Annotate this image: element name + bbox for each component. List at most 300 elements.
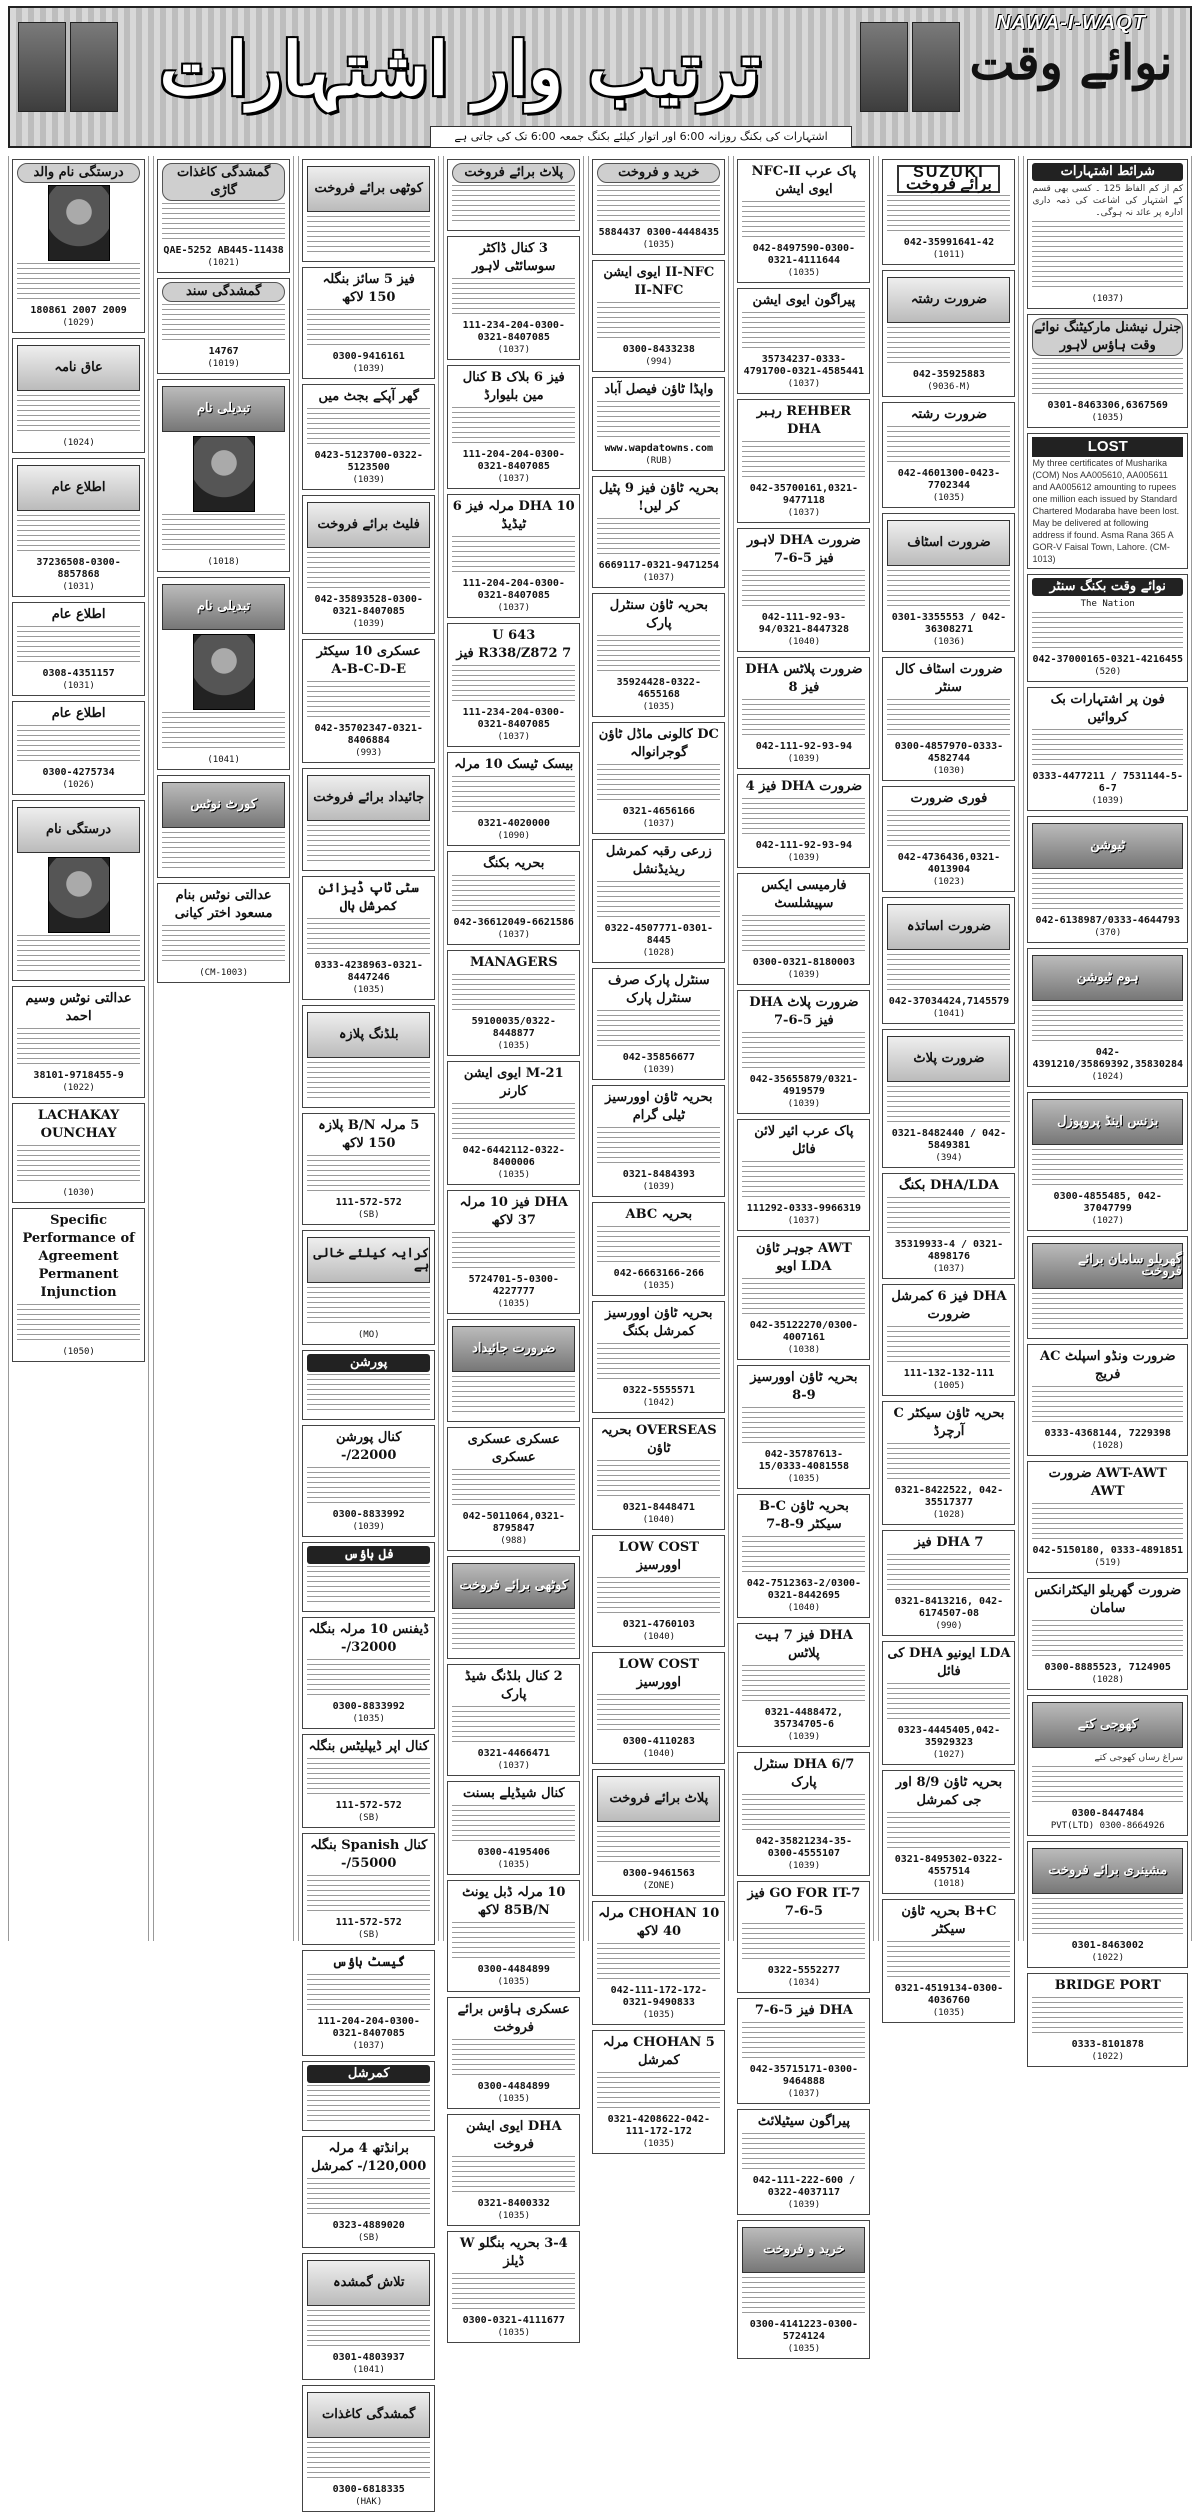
classified-ad [737, 288, 870, 394]
ad-phone-number: 042-35715171-0300-9464888 [749, 2064, 859, 2087]
ad-phone-number: 0322-5555571 [622, 1385, 695, 1396]
ad-phone-number: 0333-4477211 / 7531144-5-6-7 [1032, 771, 1183, 794]
ad-text-lines [887, 327, 1010, 367]
ad-heading: بحریہ ٹاؤن اوورسیز کمرشل بکنگ [605, 1306, 713, 1339]
classified-ad [737, 1623, 870, 1747]
ad-banner-heading: عاق نامہ [17, 345, 140, 391]
ad-phone-number: 59100035/0322-8448877 [471, 1016, 556, 1039]
classified-ad [737, 1119, 870, 1231]
ad-phone-number: 042-4391210/35869392,35830284 [1032, 1047, 1183, 1070]
ad-reference-code: (1023) [932, 877, 966, 887]
ad-text-lines [887, 810, 1010, 850]
ad-text-lines [742, 2277, 865, 2317]
ad-reference-code: PVT(LTD) 0300-8664926 [1050, 1821, 1165, 1831]
classified-ad [592, 968, 725, 1080]
ad-banner-heading: ضرورت پلاٹ [887, 1036, 1010, 1082]
ad-heading: پورشن [307, 1354, 430, 1372]
ad-text-lines [307, 1374, 430, 1414]
ad-phone-number: 0333-4368144, 7229398 [1044, 1428, 1171, 1439]
classified-ad [1027, 1461, 1188, 1573]
ad-text-lines [597, 1694, 720, 1734]
ad-text-lines [307, 2442, 430, 2482]
classified-ad [302, 768, 435, 871]
ad-heading: ڈیفنس 10 مرلہ بنگلہ 32000/- [308, 1622, 429, 1655]
ad-phone-number: 0300-4484899 [477, 2081, 550, 2092]
ad-banner-heading: مشینری برائے فروخت [1032, 1848, 1183, 1894]
ad-text-lines [597, 1577, 720, 1617]
ad-banner-heading: خرید و فروخت [742, 2227, 865, 2273]
ad-phone-number: 0321-4519134-0300-4036760 [894, 1983, 1004, 2006]
masthead-photo [912, 22, 960, 112]
ad-reference-code: (1041) [207, 755, 240, 765]
classified-ad [12, 1208, 145, 1362]
ad-heading: BRIDGE PORT [1054, 1978, 1161, 1993]
ad-text-lines [1032, 1386, 1183, 1426]
ad-banner-heading: ضرورت جائیداد [452, 1326, 575, 1372]
newspaper-page [8, 6, 1192, 2507]
ad-banner-heading: جائیداد برائے فروخت [307, 775, 430, 821]
ad-text-lines [742, 570, 865, 610]
ad-heading: واپڈا ٹاؤن فیصل آباد [604, 382, 714, 397]
ad-heading: CHOHAN 5 مرلہ کمرشل [602, 2035, 715, 2068]
ad-reference-code: (1037) [497, 1761, 531, 1771]
ad-text-lines [452, 536, 575, 576]
ad-reference-code: (9036-M) [927, 382, 971, 392]
classified-ad [302, 2136, 435, 2248]
ad-phone-number: 0321-4656166 [622, 806, 695, 817]
ad-text-lines [307, 216, 430, 256]
ad-heading: بحریہ ٹاؤن اوورسیز ٹیلی گرام [605, 1090, 713, 1123]
ad-banner-heading: درستگی نام [17, 807, 140, 853]
classified-ad [882, 1284, 1015, 1396]
ad-reference-code: (1038) [787, 1345, 821, 1355]
classified-ad [737, 990, 870, 1114]
ad-text-lines [1032, 1898, 1183, 1938]
classified-ad [447, 950, 580, 1056]
ad-text-lines [742, 1536, 865, 1576]
ad-reference-code: (SB) [357, 2233, 380, 2243]
ad-phone-number: 042-111-92-93-94 [755, 741, 853, 752]
ad-phone-number: 111-234-204-0300-0321-8407085 [462, 320, 565, 343]
classified-ad [12, 458, 145, 597]
ad-phone-number: 111-132-132-111 [903, 1368, 995, 1379]
ad-heading: DHA فیز 5-6-7 [754, 2003, 853, 2018]
ad-text-lines [887, 1554, 1010, 1594]
ad-reference-code: (1040) [787, 1603, 821, 1613]
ad-phone-number: 042-4601300-0423-7702344 [897, 468, 1001, 491]
ad-text-lines [17, 1304, 140, 1344]
classified-columns [8, 156, 1192, 2507]
ad-phone-number: 0300-8885523, 7124905 [1044, 1662, 1171, 1673]
classified-ad [447, 2231, 580, 2343]
ad-text-lines [742, 441, 865, 481]
classified-ad [12, 159, 145, 333]
ad-reference-code: (1035) [497, 2328, 531, 2338]
ad-phone-number: 0300-4195406 [477, 1847, 550, 1858]
ad-heading: ضرورت ونڈو اسپلٹ AC فریج [1039, 1349, 1176, 1382]
ad-banner-heading: تبدیلی نام [162, 584, 285, 630]
ad-text-lines [742, 1794, 865, 1834]
ad-reference-code: (1039) [787, 2200, 821, 2210]
ad-heading: کنال اپر ڈیپلیٹس بنگلہ [308, 1739, 429, 1754]
ad-reference-code: (1035) [497, 1170, 531, 1180]
ad-banner-heading: کرایہ کیلئے خالی ہے [307, 1237, 430, 1283]
ad-heading: گیسٹ ہاؤس [332, 1955, 406, 1970]
ad-text-lines [887, 1443, 1010, 1483]
ad-text-lines [17, 395, 140, 435]
ad-text-lines [307, 1287, 430, 1327]
classified-column [298, 156, 439, 2507]
classified-ad [157, 278, 290, 374]
ad-phone-number: 0321-4020000 [477, 818, 550, 829]
ad-banner-heading: کوٹھی برائے فروخت [452, 1563, 575, 1609]
classified-ad [157, 883, 290, 983]
ad-reference-code: (1035) [497, 1860, 531, 1870]
ad-phone-number: 111-234-204-0300-0321-8407085 [462, 707, 565, 730]
ad-banner-heading: پلاٹ برائے فروخت [597, 1776, 720, 1822]
ad-reference-code: (1035) [497, 1977, 531, 1987]
ad-text-lines [742, 1923, 865, 1963]
classified-ad [447, 2114, 580, 2226]
ad-text-lines [887, 1197, 1010, 1237]
classified-ad [447, 1319, 580, 1422]
ad-heading: U 643 R338/Z872 7 فیز [456, 628, 572, 661]
ad-heading: پاک عرب ائیر لائن فائل [754, 1124, 854, 1157]
ad-text-lines [597, 764, 720, 804]
ad-banner-heading: فلیٹ برائے فروخت [307, 502, 430, 548]
ad-reference-code: (994) [645, 357, 673, 367]
ad-reference-code: (1035) [642, 1281, 676, 1291]
ad-phone-number: 111-204-204-0300-0321-8407085 [462, 578, 565, 601]
ad-phone-number: 111-572-572 [335, 1917, 402, 1928]
ad-text-lines [452, 1103, 575, 1143]
classified-ad [302, 2061, 435, 2131]
ad-heading: II-NFC ایوی ایشن II-NFC [603, 265, 715, 298]
ad-phone-number: 0300-4110283 [622, 1736, 695, 1747]
ad-text-lines [452, 185, 575, 225]
ad-heading: کنال پورشن 22000/- [335, 1430, 402, 1463]
ad-text-lines [162, 514, 285, 554]
ad-phone-number: 6669117-0321-9471254 [598, 560, 720, 571]
classified-ad [592, 1535, 725, 1647]
ad-phone-number: 0300-4484899 [477, 1964, 550, 1975]
masthead [8, 6, 1192, 148]
ad-banner-heading: کورٹ نوٹس [162, 782, 285, 828]
ad-text-lines [887, 195, 1010, 235]
ad-text-lines [162, 203, 285, 243]
ad-text-lines [162, 712, 285, 752]
ad-phone-number: QAE-5252 AB445-11438 [163, 245, 284, 256]
ad-banner-heading: ٹیوشن [1032, 823, 1183, 869]
ad-banner-heading: ہوم ٹیوشن [1032, 955, 1183, 1001]
ad-heading: بحریہ ٹاؤن سنٹرل پارک [609, 598, 708, 631]
ad-phone-number: 0321-4488472, 35734705-6 [764, 1707, 844, 1730]
classified-ad [302, 384, 435, 490]
ad-text-lines [742, 1407, 865, 1447]
ad-heading: 3-4 بحریہ بنگلو W ڈیلز [459, 2236, 568, 2269]
classified-ad [302, 1425, 435, 1537]
ad-phone-number: 35924428-0322-4655168 [616, 677, 701, 700]
classified-ad [592, 593, 725, 717]
ad-heading: DHA 10 مرلہ فیز 6 ٹیڈیڈ [452, 499, 575, 532]
ad-heading: فل ہاؤس [307, 1546, 430, 1564]
classified-ad [592, 476, 725, 588]
ad-reference-code: (1035) [642, 240, 676, 250]
ad-phone-number: 0321-8400332 [477, 2198, 550, 2209]
ad-reference-code: (1027) [932, 1750, 966, 1760]
ad-reference-code: (1018) [932, 1879, 966, 1889]
ad-heading: عسکری ہاؤس برائے فروخت [457, 2002, 570, 2035]
ad-text-lines [307, 1155, 430, 1195]
ad-heading: بحریہ بکنگ [483, 856, 545, 871]
ad-reference-code: (1040) [642, 1749, 676, 1759]
ad-phone-number: 0300-0321-8180003 [752, 957, 856, 968]
classified-ad [882, 657, 1015, 781]
classified-ad [737, 399, 870, 523]
classified-ad [737, 657, 870, 769]
ad-heading: LDA ایونیو DHA کی فائل [887, 1646, 1011, 1679]
classified-ad [737, 1752, 870, 1876]
newspaper-logo [966, 12, 1176, 122]
masthead-photo [860, 22, 908, 112]
ad-banner-heading: بلڈنگ پلازہ [307, 1012, 430, 1058]
ad-reference-code: (RUB) [645, 456, 673, 466]
classified-ad [882, 1029, 1015, 1168]
ad-phone-number: 042-111-92-93-94 [755, 840, 853, 851]
classified-ad [302, 159, 435, 262]
ad-reference-code: (1040) [787, 637, 821, 647]
ad-phone-number: 111-572-572 [335, 1800, 402, 1811]
ad-heading: کنال شیڈیلے بسنت [462, 1786, 565, 1801]
ad-heading: پیراگون ایوی ایشن [752, 293, 856, 308]
ad-reference-code: (1035) [787, 2344, 821, 2354]
ad-phone-number: 0301-8463306,6367569 [1047, 400, 1168, 411]
classified-ad [12, 800, 145, 981]
ad-reference-code: (1031) [62, 582, 95, 592]
ad-heading: فارمیسی ایکس سپیشلسٹ [761, 878, 847, 911]
classified-ad [302, 1950, 435, 2056]
ad-phone-number: 0301-3355553 / 042-36308271 [891, 612, 1007, 635]
classified-ad [302, 2253, 435, 2380]
ad-reference-code: (1035) [932, 2008, 966, 2018]
ad-phone-number: www.wapdatowns.com [604, 443, 714, 454]
ad-reference-code: (1028) [1091, 1675, 1124, 1685]
ad-reference-code: (1037) [497, 603, 531, 613]
ad-text-lines [452, 1805, 575, 1845]
brand-english: NAWA-I-WAQT [996, 12, 1146, 34]
ad-heading: DHA 6/7 سنٹرل پارک [753, 1757, 855, 1790]
ad-text-lines [1032, 358, 1183, 398]
classified-ad [302, 495, 435, 634]
ad-phone-number: 042-5011064,0321-8795847 [462, 1511, 565, 1534]
ad-heading: DHA فیز 6 کمرشل ضرورت [891, 1289, 1007, 1322]
classified-ad [302, 267, 435, 379]
classified-column [8, 156, 149, 1941]
ad-phone-number: 0300-8447484 [1071, 1808, 1144, 1819]
ad-text-lines [742, 2133, 865, 2173]
classified-ad [882, 786, 1015, 892]
classified-ad [1027, 433, 1188, 569]
ad-text-lines [742, 699, 865, 739]
ad-text-lines [1032, 1293, 1183, 1333]
ad-reference-code: (1039) [787, 754, 821, 764]
ad-reference-code: (1035) [497, 2094, 531, 2104]
classified-ad [592, 2030, 725, 2154]
ad-reference-code: (1037) [497, 474, 531, 484]
classified-ad [1027, 1578, 1188, 1690]
ad-heading: کنال Spanish بنگلہ 55000/- [310, 1838, 428, 1871]
classified-ad [12, 701, 145, 795]
ad-reference-code: (1039) [1091, 796, 1124, 806]
classified-column [878, 156, 1019, 2018]
ad-reference-code: (1039) [352, 364, 385, 374]
ad-heading: 5 مرلہ B/N پلازہ 150 لاکھ [318, 1118, 420, 1151]
ad-reference-code: (1035) [497, 1299, 531, 1309]
ad-heading: سنٹرل پارک صرف سنٹرل پارک [608, 973, 710, 1006]
ad-phone-number: 111-572-572 [335, 1197, 402, 1208]
ad-reference-code: (1035) [497, 2211, 531, 2221]
ad-phone-number: 0300-0321-4111677 [462, 2315, 565, 2326]
classified-ad [1027, 816, 1188, 943]
ad-phone-number: 0333-4238963-0321-8447246 [314, 960, 423, 983]
ad-reference-code: (993) [355, 748, 383, 758]
ad-reference-code: (1026) [62, 780, 95, 790]
ad-heading: فیز 5 سائز بنگلہ 150 لاکھ [322, 272, 415, 305]
classified-ad [592, 377, 725, 471]
classified-ad [157, 775, 290, 878]
ad-phone-number: 0321-8482440 / 042-5849381 [891, 1128, 1007, 1151]
ad-text-lines [1032, 1620, 1183, 1660]
ad-reference-code: (1039) [642, 1182, 676, 1192]
ad-reference-code: (1037) [497, 345, 531, 355]
ad-heading: جنرل نیشنل مارکیٹنگ نوائے وقت ہاؤس لاہور [1032, 318, 1183, 356]
ad-phone-number: 0321-8495302-0322-4557514 [894, 1854, 1004, 1877]
classified-ad [592, 1202, 725, 1296]
ad-phone-number: 042-37034424,7145579 [888, 996, 1010, 1007]
ad-banner-heading: کھوجی کتے [1032, 1702, 1183, 1748]
ad-text-lines [307, 552, 430, 592]
ad-reference-code: (1037) [642, 819, 676, 829]
ad-text-lines [17, 725, 140, 765]
ad-reference-code: (1035) [642, 2010, 676, 2020]
ad-phone-number: 042-5150180, 0333-4891851 [1032, 1545, 1183, 1556]
ad-reference-code: (1039) [787, 970, 821, 980]
ad-reference-code: (1028) [642, 948, 676, 958]
classified-ad [592, 1901, 725, 2025]
classified-ad [1027, 1973, 1188, 2067]
ad-reference-code: (1035) [352, 1714, 385, 1724]
ad-text-lines [742, 1665, 865, 1705]
ad-phone-number: 042-35655879/0321-4919579 [749, 1074, 859, 1097]
ad-heading: DC کالونی ماڈل ٹاؤن گوجرانوالہ [598, 727, 719, 760]
ad-text-lines [307, 918, 430, 958]
portrait-photo [193, 436, 255, 512]
ad-reference-code: (1041) [932, 1009, 966, 1019]
ad-reference-code: (1035) [932, 493, 966, 503]
ad-reference-code: (1039) [352, 475, 385, 485]
ad-reference-code: (1040) [642, 1632, 676, 1642]
classified-ad [882, 897, 1015, 1024]
ad-text-lines [887, 1812, 1010, 1852]
ad-phone-number: 042-36612049-6621586 [453, 917, 574, 928]
ad-text-lines [887, 426, 1010, 466]
ad-heading: ضرورت پلاٹ DHA فیز 5-6-7 [749, 995, 859, 1028]
ad-reference-code: (1035) [787, 1474, 821, 1484]
ad-phone-number: 042-7512363-2/0300-0321-8442695 [746, 1578, 862, 1601]
classified-ad [1027, 687, 1188, 811]
ad-reference-code: (1039) [787, 1732, 821, 1742]
ad-text-lines [597, 2072, 720, 2112]
classified-ad [302, 1617, 435, 1729]
ad-heading: فون پر اشتہارات بک کروائیں [1050, 692, 1165, 725]
portrait-photo [48, 857, 110, 933]
ad-reference-code: (370) [1094, 928, 1122, 938]
classified-ad [447, 752, 580, 846]
ad-banner-heading: ضرورت اسٹاف [887, 520, 1010, 566]
ad-text-lines [887, 699, 1010, 739]
classified-ad [447, 236, 580, 360]
classified-ad [1027, 1236, 1188, 1339]
ad-text-lines [307, 2310, 430, 2350]
ad-text-lines [452, 1706, 575, 1746]
classified-ad [12, 1103, 145, 1203]
ad-reference-code: (988) [500, 1536, 528, 1546]
ad-phone-number: 042-8497590-0300-0321-4111644 [752, 243, 856, 266]
ad-text-lines [307, 1062, 430, 1102]
ad-reference-code: (1028) [932, 1510, 966, 1520]
ad-phone-number: 5884437 0300-4448435 [598, 227, 720, 238]
ad-body-text: کم از کم الفاظ 125 ۔ کسی بھی قسم کے اشتہار کی اشاعت کی ذمہ داری ادارہ پر عائد نہ ہوگی۔ [1032, 184, 1183, 218]
ad-text-lines [1032, 1503, 1183, 1543]
ad-text-lines [597, 1343, 720, 1383]
ad-text-lines [17, 263, 140, 303]
ad-heading: B+C بحریہ ٹاؤن سیکٹر [901, 1904, 997, 1937]
ad-phone-number: 042-35821234-35-0300-4555107 [755, 1836, 853, 1859]
ad-text-lines [307, 1875, 430, 1915]
ad-heading: عدالتی نوٹس وسیم احمد [25, 991, 132, 1024]
ad-phone-number: 042-37000165-0321-4216455 [1032, 654, 1183, 665]
ad-text-lines [1032, 612, 1183, 652]
classified-ad [882, 1770, 1015, 1894]
ad-text-lines [452, 1922, 575, 1962]
ad-phone-number: 042-4736436,0321-4013904 [897, 852, 1001, 875]
ad-reference-code: (394) [935, 1153, 963, 1163]
ad-text-lines [162, 304, 285, 344]
ad-reference-code: (1022) [1091, 1953, 1124, 1963]
classified-ad [882, 159, 1015, 265]
ad-text-lines [307, 681, 430, 721]
ad-heading: گھر آپکے بجٹ میں [318, 389, 419, 404]
classified-ad [737, 873, 870, 985]
ad-text-lines [597, 1943, 720, 1983]
ad-phone-number: 042-35122270/0300-4007161 [749, 1320, 859, 1343]
ad-text-lines [452, 974, 575, 1014]
ad-reference-code: (990) [935, 1621, 963, 1631]
ad-reference-code: (1021) [207, 258, 240, 268]
classified-ad [737, 159, 870, 283]
ad-reference-code: (1039) [352, 1522, 385, 1532]
classified-column [733, 156, 874, 2354]
ad-heading: ضرورت DHA فیز 4 [745, 779, 863, 794]
ad-phone-number: 042-35787613-15/0333-4081558 [758, 1449, 850, 1472]
ad-text-lines [307, 1659, 430, 1699]
ad-banner-heading: اطلاع عام [17, 465, 140, 511]
classified-ad [447, 623, 580, 747]
classified-ad [447, 1061, 580, 1185]
ad-heading: LOW COST اوورسیز [618, 1540, 699, 1573]
ad-phone-number: 37236508-0300-8857868 [36, 557, 121, 580]
classified-ad [302, 1005, 435, 1108]
